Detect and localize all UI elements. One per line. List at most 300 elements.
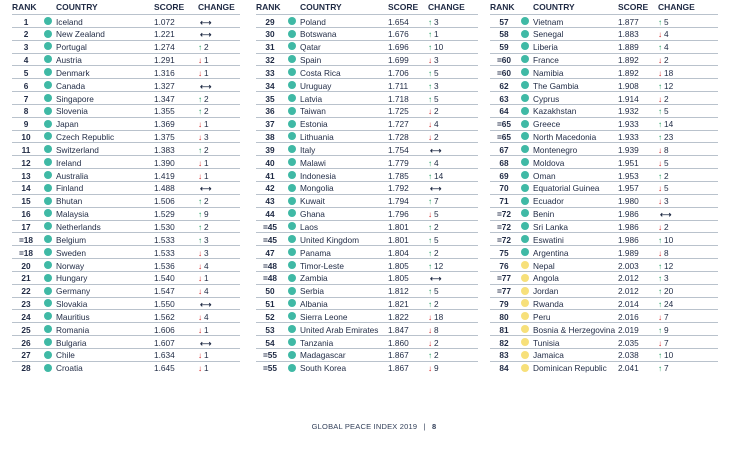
table-row [490, 348, 718, 361]
change-cell [198, 171, 209, 181]
arrow-down-icon: ↓ [198, 261, 202, 271]
change-value: 2 [434, 299, 439, 310]
change-value: 10 [434, 42, 444, 53]
status-dot-icon [521, 145, 529, 153]
table-row [12, 245, 240, 258]
change-cell [428, 261, 443, 271]
score-cell: 2.014 [618, 299, 639, 310]
status-dot-icon [44, 351, 52, 359]
table-row [490, 40, 718, 53]
score-cell: 1.892 [618, 55, 639, 66]
no-change-icon: ⟷ [430, 145, 442, 155]
table-row [256, 91, 478, 104]
status-dot-icon [521, 338, 529, 346]
change-cell [198, 261, 209, 271]
country-cell: Zambia [300, 273, 328, 284]
arrow-up-icon: ↑ [658, 235, 662, 245]
country-cell: Austria [56, 55, 82, 66]
rank-cell: 76 [499, 260, 509, 271]
country-cell: Portugal [56, 42, 87, 53]
table-row [256, 14, 478, 27]
score-cell: 1.355 [154, 106, 175, 117]
change-cell [198, 183, 211, 193]
country-cell: Ghana [300, 209, 325, 220]
status-dot-icon [521, 351, 529, 359]
rank-cell: =55 [262, 363, 278, 374]
arrow-up-icon: ↑ [658, 274, 662, 284]
score-cell: 1.383 [154, 144, 175, 155]
score-cell: 1.883 [618, 29, 639, 40]
table-row [490, 168, 718, 181]
table-row [256, 232, 478, 245]
change-cell [428, 312, 443, 322]
country-cell: Liberia [533, 42, 558, 53]
arrow-down-icon: ↓ [198, 287, 202, 297]
status-dot-icon [44, 42, 52, 50]
column-header [490, 0, 718, 14]
no-change-icon: ⟷ [200, 17, 212, 27]
arrow-up-icon: ↑ [658, 107, 662, 117]
change-cell [198, 196, 209, 206]
status-dot-icon [44, 55, 52, 63]
table-row [256, 207, 478, 220]
rank-cell: 38 [265, 132, 275, 143]
change-cell [198, 29, 211, 39]
country-cell: Namibia [533, 67, 564, 78]
rank-cell: =48 [262, 260, 278, 271]
arrow-down-icon: ↓ [658, 197, 662, 207]
change-cell [198, 338, 211, 348]
rank-cell: 83 [499, 350, 509, 361]
table-row [490, 14, 718, 27]
rank-cell: 11 [21, 144, 31, 155]
header-score: SCORE [618, 2, 649, 12]
change-cell [198, 299, 211, 309]
arrow-down-icon: ↓ [428, 325, 432, 335]
change-value: 10 [664, 234, 674, 245]
rank-cell: 68 [499, 157, 509, 168]
change-cell [198, 132, 209, 142]
score-cell: 1.536 [154, 260, 175, 271]
change-cell [658, 106, 669, 116]
arrow-down-icon: ↓ [428, 364, 432, 374]
table-row [490, 232, 718, 245]
rank-cell: 32 [265, 55, 275, 66]
change-cell [428, 363, 439, 373]
change-value: 23 [664, 132, 674, 143]
table-row [12, 91, 240, 104]
rank-cell: 16 [21, 209, 31, 220]
change-cell [428, 338, 439, 348]
change-cell [658, 132, 673, 142]
change-value: 8 [434, 324, 439, 335]
status-dot-icon [288, 274, 296, 282]
header-country: COUNTRY [300, 2, 342, 12]
rank-cell: 51 [265, 299, 275, 310]
change-value: 7 [664, 337, 669, 348]
rank-cell: 20 [21, 260, 31, 271]
table-row [12, 130, 240, 143]
arrow-down-icon: ↓ [658, 56, 662, 66]
score-cell: 1.796 [388, 209, 409, 220]
country-cell: Japan [56, 119, 79, 130]
country-cell: Mongolia [300, 183, 334, 194]
table-row [12, 297, 240, 310]
table-row [256, 258, 478, 271]
table-row [490, 194, 718, 207]
arrow-down-icon: ↓ [658, 158, 662, 168]
status-dot-icon [521, 120, 529, 128]
arrow-up-icon: ↑ [428, 261, 432, 271]
rank-cell: 8 [23, 106, 29, 117]
table-row [490, 258, 718, 271]
country-cell: Eswatini [533, 234, 564, 245]
table-row [256, 104, 478, 117]
score-cell: 1.989 [618, 247, 639, 258]
score-cell: 1.727 [388, 119, 409, 130]
status-dot-icon [521, 94, 529, 102]
table-row [490, 142, 718, 155]
rank-cell: 67 [499, 144, 509, 155]
rank-cell: 42 [265, 183, 275, 194]
rank-cell: 70 [499, 183, 509, 194]
rank-cell: =77 [496, 286, 512, 297]
table-row [490, 53, 718, 66]
table-row [12, 117, 240, 130]
change-cell [658, 235, 673, 245]
status-dot-icon [44, 209, 52, 217]
header-score: SCORE [154, 2, 185, 12]
rank-cell: =60 [496, 67, 512, 78]
country-cell: Costa Rica [300, 67, 341, 78]
table-row [490, 271, 718, 284]
rank-cell: 54 [265, 337, 275, 348]
header-score: SCORE [388, 2, 419, 12]
change-cell [198, 222, 209, 232]
score-cell: 1.867 [388, 350, 409, 361]
arrow-up-icon: ↑ [428, 300, 432, 310]
change-cell [658, 171, 669, 181]
status-dot-icon [521, 55, 529, 63]
country-cell: Slovenia [56, 106, 88, 117]
change-cell [198, 325, 209, 335]
footer-title: GLOBAL PEACE INDEX 2019 [311, 422, 418, 431]
status-dot-icon [44, 364, 52, 372]
arrow-up-icon: ↑ [198, 235, 202, 245]
arrow-down-icon: ↓ [428, 107, 432, 117]
change-value: 4 [434, 119, 439, 130]
rank-cell: 21 [21, 273, 31, 284]
arrow-down-icon: ↓ [428, 210, 432, 220]
rank-cell: 10 [21, 132, 31, 143]
change-cell [428, 81, 439, 91]
score-cell: 1.957 [618, 183, 639, 194]
table-row [256, 78, 478, 91]
country-cell: Oman [533, 170, 556, 181]
table-row [12, 284, 240, 297]
score-cell: 1.506 [154, 196, 175, 207]
country-cell: Panama [300, 247, 331, 258]
rank-cell: =65 [496, 132, 512, 143]
score-cell: 1.933 [618, 119, 639, 130]
change-value: 4 [664, 29, 669, 40]
country-cell: Indonesia [300, 170, 336, 181]
change-cell [428, 209, 439, 219]
change-cell [198, 363, 209, 373]
score-cell: 1.699 [388, 55, 409, 66]
change-value: 1 [204, 324, 209, 335]
rank-cell: 52 [265, 311, 275, 322]
rank-cell: 71 [499, 196, 509, 207]
country-cell: Sierra Leone [300, 311, 348, 322]
change-cell [428, 171, 443, 181]
change-cell [428, 248, 439, 258]
score-cell: 1.728 [388, 132, 409, 143]
country-cell: Greece [533, 119, 561, 130]
change-value: 3 [204, 234, 209, 245]
arrow-down-icon: ↓ [658, 30, 662, 40]
table-row [12, 207, 240, 220]
change-value: 1 [204, 273, 209, 284]
change-value: 2 [434, 132, 439, 143]
change-value: 1 [204, 170, 209, 181]
status-dot-icon [44, 197, 52, 205]
arrow-up-icon: ↑ [658, 17, 662, 27]
score-cell: 1.822 [388, 311, 409, 322]
status-dot-icon [288, 184, 296, 192]
rank-cell: 1 [23, 16, 29, 27]
table-row [12, 258, 240, 271]
change-cell [198, 273, 209, 283]
status-dot-icon [288, 325, 296, 333]
change-cell [658, 273, 669, 283]
table-row [12, 40, 240, 53]
score-cell: 1.607 [154, 337, 175, 348]
arrow-down-icon: ↓ [198, 120, 202, 130]
score-cell: 1.986 [618, 234, 639, 245]
change-cell [198, 42, 209, 52]
country-cell: Botswana [300, 29, 337, 40]
arrow-up-icon: ↑ [198, 210, 202, 220]
score-cell: 1.785 [388, 170, 409, 181]
change-value: 20 [664, 286, 674, 297]
country-cell: Madagascar [300, 350, 346, 361]
rank-cell: =72 [496, 209, 512, 220]
change-value: 14 [434, 170, 444, 181]
change-value: 8 [664, 247, 669, 258]
country-cell: Chile [56, 350, 75, 361]
score-cell: 1.540 [154, 273, 175, 284]
header-change: CHANGE [198, 2, 235, 12]
score-cell: 1.889 [618, 42, 639, 53]
table-row [256, 271, 478, 284]
rank-cell: 27 [21, 350, 31, 361]
header-country: COUNTRY [56, 2, 98, 12]
rank-cell: 34 [265, 80, 275, 91]
country-cell: Singapore [56, 93, 94, 104]
score-cell: 1.980 [618, 196, 639, 207]
table-row [490, 284, 718, 297]
country-cell: Switzerland [56, 144, 99, 155]
change-value: 3 [434, 55, 439, 66]
change-cell [658, 119, 673, 129]
change-value: 5 [664, 106, 669, 117]
table-row [490, 220, 718, 233]
change-value: 9 [664, 324, 669, 335]
change-value: 3 [664, 273, 669, 284]
country-cell: Canada [56, 80, 86, 91]
change-cell [658, 55, 669, 65]
rank-cell: 22 [21, 286, 31, 297]
header-rank: RANK [256, 2, 281, 12]
status-dot-icon [521, 158, 529, 166]
header-change: CHANGE [658, 2, 695, 12]
table-row [490, 91, 718, 104]
table-row [256, 65, 478, 78]
status-dot-icon [44, 184, 52, 192]
rank-cell: 75 [499, 247, 509, 258]
country-cell: Latvia [300, 93, 323, 104]
table-row [12, 348, 240, 361]
score-cell: 1.932 [618, 106, 639, 117]
change-cell [658, 42, 669, 52]
table-row [12, 220, 240, 233]
status-dot-icon [44, 158, 52, 166]
table-row [256, 245, 478, 258]
score-cell: 1.533 [154, 247, 175, 258]
score-cell: 1.939 [618, 144, 639, 155]
country-cell: Bosnia & Herzegovina [533, 324, 616, 335]
change-value: 1 [204, 363, 209, 374]
rank-cell: 31 [265, 42, 275, 53]
rank-cell: 40 [265, 157, 275, 168]
change-value: 2 [204, 196, 209, 207]
country-cell: Dominican Republic [533, 363, 607, 374]
score-cell: 1.804 [388, 247, 409, 258]
country-cell: Ireland [56, 157, 82, 168]
change-value: 5 [434, 286, 439, 297]
status-dot-icon [44, 107, 52, 115]
change-cell [658, 248, 669, 258]
rank-cell: 2 [23, 29, 29, 40]
change-cell [428, 94, 439, 104]
change-value: 12 [664, 80, 674, 91]
change-cell [428, 17, 439, 27]
change-value: 9 [434, 363, 439, 374]
score-cell: 1.274 [154, 42, 175, 53]
country-cell: Denmark [56, 67, 90, 78]
country-cell: Spain [300, 55, 322, 66]
status-dot-icon [521, 81, 529, 89]
arrow-up-icon: ↑ [428, 248, 432, 258]
score-cell: 2.041 [618, 363, 639, 374]
table-row [490, 65, 718, 78]
rank-cell: =45 [262, 222, 278, 232]
table-row [256, 348, 478, 361]
no-change-icon: ⟷ [200, 338, 212, 348]
country-cell: Poland [300, 16, 326, 27]
status-dot-icon [44, 171, 52, 179]
change-value: 5 [434, 67, 439, 78]
rank-cell: =48 [262, 273, 278, 284]
score-cell: 1.801 [388, 234, 409, 245]
table-row [256, 130, 478, 143]
table-row [12, 78, 240, 91]
status-dot-icon [288, 222, 296, 230]
rank-cell: =60 [496, 55, 512, 66]
arrow-down-icon: ↓ [198, 133, 202, 143]
rank-cell: 44 [265, 209, 275, 220]
table-row [256, 40, 478, 53]
change-value: 2 [434, 106, 439, 117]
change-cell [658, 350, 673, 360]
rank-cell: 39 [265, 144, 275, 155]
score-cell: 2.019 [618, 324, 639, 335]
change-cell [658, 29, 669, 39]
score-cell: 1.676 [388, 29, 409, 40]
change-value: 2 [204, 93, 209, 104]
score-cell: 1.951 [618, 157, 639, 168]
arrow-up-icon: ↑ [658, 133, 662, 143]
change-cell [428, 29, 439, 39]
score-cell: 1.725 [388, 106, 409, 117]
arrow-up-icon: ↑ [658, 171, 662, 181]
arrow-down-icon: ↓ [198, 68, 202, 78]
status-dot-icon [521, 312, 529, 320]
score-cell: 1.933 [618, 132, 639, 143]
status-dot-icon [44, 287, 52, 295]
country-cell: Sweden [56, 247, 86, 258]
arrow-down-icon: ↓ [198, 171, 202, 181]
rank-cell: 82 [499, 337, 509, 348]
table-row [490, 78, 718, 91]
arrow-up-icon: ↑ [428, 287, 432, 297]
status-dot-icon [288, 171, 296, 179]
country-cell: Jamaica [533, 350, 564, 361]
rank-cell: 5 [23, 67, 29, 78]
arrow-up-icon: ↑ [658, 81, 662, 91]
arrow-up-icon: ↑ [198, 107, 202, 117]
arrow-down-icon: ↓ [428, 56, 432, 66]
status-dot-icon [44, 94, 52, 102]
change-cell [658, 222, 669, 232]
no-change-icon: ⟷ [200, 81, 212, 91]
arrow-up-icon: ↑ [428, 68, 432, 78]
rank-cell: =45 [262, 234, 278, 245]
change-cell [198, 119, 209, 129]
status-dot-icon [44, 68, 52, 76]
change-value: 9 [204, 209, 209, 220]
score-cell: 2.003 [618, 260, 639, 271]
change-cell [658, 81, 673, 91]
score-cell: 1.654 [388, 16, 409, 27]
arrow-down-icon: ↓ [658, 145, 662, 155]
score-cell: 1.562 [154, 311, 175, 322]
table-row [256, 142, 478, 155]
status-dot-icon [44, 338, 52, 346]
country-cell: Estonia [300, 119, 328, 130]
change-value: 4 [204, 260, 209, 271]
table-row [256, 194, 478, 207]
arrow-down-icon: ↓ [198, 364, 202, 374]
change-value: 12 [434, 260, 444, 271]
table-row [256, 297, 478, 310]
no-change-icon: ⟷ [430, 274, 442, 284]
change-cell [198, 17, 211, 27]
country-cell: Finland [56, 183, 84, 194]
table-row [256, 117, 478, 130]
status-dot-icon [521, 261, 529, 269]
